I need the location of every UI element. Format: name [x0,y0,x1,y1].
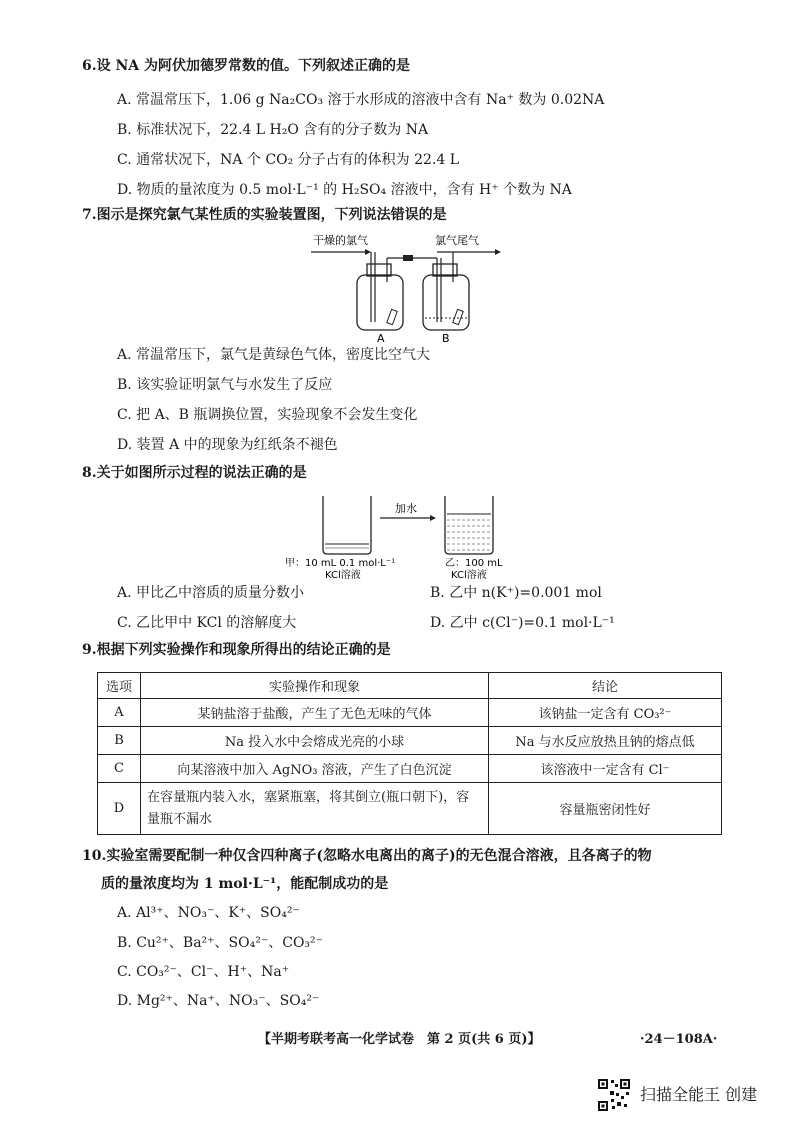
q10-option-c: C. CO₃²⁻、Cl⁻、H⁺、Na⁺ [117,964,290,980]
right-caption-2: KCl溶液 [451,570,487,580]
table-header-row [98,673,722,699]
row-c-operation: 向某溶液中加入 AgNO₃ 溶液，产生了白色沉淀 [141,755,489,783]
row-c-conclusion: 该溶液中一定含有 Cl⁻ [489,755,722,783]
arrow-label: 加水 [395,502,417,515]
row-d-operation: 在容量瓶内装入水，塞紧瓶塞，将其倒立(瓶口朝下)，容量瓶不漏水 [141,783,489,835]
dilution-diagram [285,488,525,580]
row-b-operation: Na 投入水中会熔成光亮的小球 [141,727,489,755]
row-a-conclusion: 该钠盐一定含有 CO₃²⁻ [489,699,722,727]
row-b-label: B [98,727,141,755]
bottle-b [423,275,469,330]
q10-option-a: A. Al³⁺、NO₃⁻、K⁺、SO₄²⁻ [117,905,300,921]
row-d-label: D [98,783,141,835]
bottle-a [357,275,403,330]
table-row [98,727,722,755]
chlorine-apparatus-diagram [305,230,505,345]
page-footer-code: ·24－108A· [640,1032,718,1047]
q6-stem: 6.设 NA 为阿伏加德罗常数的值。下列叙述正确的是 [82,58,411,74]
table-row [98,783,722,835]
q8-stem: 8.关于如图所示过程的说法正确的是 [82,465,307,481]
right-caption-1: 乙：100 mL [445,558,503,569]
left-caption-2: KCl溶液 [325,570,361,580]
q6-option-b: B. 标准状况下，22.4 L H₂O 含有的分子数为 NA [117,122,429,138]
q7-option-a: A. 常温常压下，氯气是黄绿色气体，密度比空气大 [117,347,431,363]
page-footer-center: 【半期考联考高一化学试卷 第 2 页(共 6 页)】 [258,1032,541,1047]
header-option: 选项 [98,673,141,699]
header-conclusion: 结论 [489,673,722,699]
q7-option-b: B. 该实验证明氯气与水发生了反应 [117,377,333,393]
row-c-label: C [98,755,141,783]
q7-stem: 7.图示是探究氯气某性质的实验装置图，下列说法错误的是 [82,207,447,223]
left-caption-1: 甲：10 mL 0.1 mol·L⁻¹ [285,558,396,569]
beaker-jia [323,496,371,554]
q10-stem-line2: 质的量浓度均为 1 mol·L⁻¹，能配制成功的是 [101,876,389,892]
bottle-b-label: B [442,332,450,345]
beaker-yi [445,496,493,554]
inlet-label: 干燥的氯气 [313,234,368,247]
row-a-label: A [98,699,141,727]
q6-option-a: A. 常温常压下，1.06 g Na₂CO₃ 溶于水形成的溶液中含有 Na⁺ 数为 0.02NA [117,92,605,108]
q9-stem: 9.根据下列实验操作和现象所得出的结论正确的是 [82,642,391,658]
row-b-conclusion: Na 与水反应放热且钠的熔点低 [489,727,722,755]
q8-option-a: A. 甲比乙中溶质的质量分数小 [117,585,305,601]
q8-option-d: D. 乙中 c(Cl⁻)=0.1 mol·L⁻¹ [430,615,615,631]
q8-option-b: B. 乙中 n(K⁺)=0.001 mol [430,585,602,601]
q6-option-c: C. 通常状况下，NA 个 CO₂ 分子占有的体积为 22.4 L [117,152,459,168]
q10-stem-line1: 10.实验室需要配制一种仅含四种离子(忽略水电离出的离子)的无色混合溶液，且各离子的物 [82,848,652,864]
scanner-watermark: 扫描全能王 创建 [640,1085,758,1104]
q8-option-c: C. 乙比甲中 KCl 的溶解度大 [117,615,297,631]
q6-option-d: D. 物质的量浓度为 0.5 mol·L⁻¹ 的 H₂SO₄ 溶液中，含有 H⁺ 个数为 NA [117,182,572,198]
q7-option-c: C. 把 A、B 瓶调换位置，实验现象不会发生变化 [117,407,418,423]
header-operation: 实验操作和现象 [141,673,489,699]
q7-option-d: D. 装置 A 中的现象为红纸条不褪色 [117,437,338,453]
qr-code-icon [597,1078,631,1112]
outlet-label: 氯气尾气 [435,234,479,247]
table-row [98,699,722,727]
table-row [98,755,722,783]
row-a-operation: 某钠盐溶于盐酸，产生了无色无味的气体 [141,699,489,727]
q10-option-b: B. Cu²⁺、Ba²⁺、SO₄²⁻、CO₃²⁻ [117,935,324,951]
q9-table [97,672,722,835]
bottle-a-label: A [377,332,385,345]
row-d-conclusion: 容量瓶密闭性好 [489,783,722,835]
q10-option-d: D. Mg²⁺、Na⁺、NO₃⁻、SO₄²⁻ [117,993,320,1009]
